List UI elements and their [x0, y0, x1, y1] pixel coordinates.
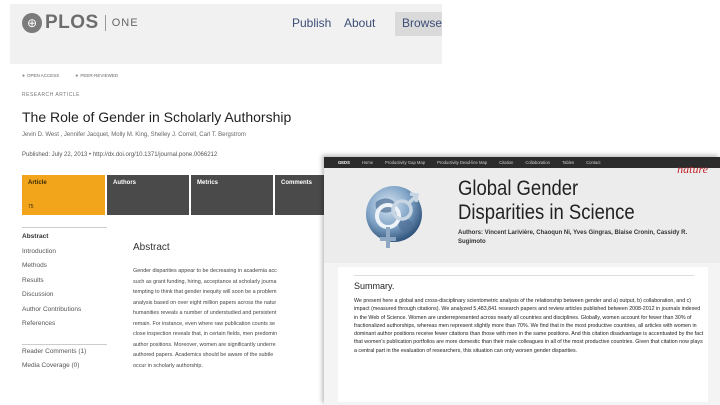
nature-authors: Authors: Vincent Larivière, Chaoqun Ni, Yves Gingras, Blaise Cronin, Cassidy R. Sugimoto — [458, 230, 688, 245]
article-published: Published: July 22, 2013 • http://dx.doi.org/10.1371/journal.pone.0066212 — [22, 152, 218, 158]
plos-logo-icon: ⊕ — [22, 13, 42, 33]
nature-nav-productivity-deadline[interactable]: Productivity Dead-line Map — [437, 160, 488, 165]
tab-authors[interactable] — [107, 175, 189, 215]
plos-logo-sub: ONE — [111, 17, 139, 29]
abstract-line: tempting to think that gender inequity will soon be a problem — [133, 289, 277, 295]
nav-browse[interactable]: Browse — [402, 16, 443, 30]
article-section-nav — [22, 230, 107, 374]
abstract-body — [133, 266, 333, 371]
abstract-line: Gender disparities appear to be decreasing in academia acc — [133, 268, 277, 274]
peer-reviewed-badge: ● PEER-REVIEWED — [75, 73, 118, 79]
abstract-line: analysis based on over eight million papers across the natur — [133, 299, 277, 306]
section-link-author-contributions[interactable]: Author Contributions — [22, 305, 82, 313]
nature-nav-productivity-gap[interactable]: Productivity Gap Map — [385, 160, 426, 165]
reader-comments-link[interactable]: Reader Comments (1) — [22, 344, 107, 360]
summary-divider — [354, 275, 694, 276]
abstract-line: such as grant funding, hiring, acceptance at scholarly journa — [133, 278, 277, 285]
plos-logo[interactable] — [22, 10, 139, 36]
tab-article-label: Article — [28, 180, 47, 186]
nature-title-line1: Global Gender — [458, 177, 579, 200]
section-link-abstract[interactable]: Abstract — [22, 233, 49, 240]
nature-nav-citation[interactable]: Citation — [499, 160, 514, 165]
section-link-methods[interactable]: Methods — [22, 262, 47, 269]
nav-about[interactable]: About — [344, 16, 376, 30]
nature-nav-home[interactable]: Home — [361, 160, 374, 165]
section-link-introduction[interactable]: Introduction — [22, 247, 56, 255]
nav-publish[interactable]: Publish — [292, 16, 332, 30]
abstract-heading: Abstract — [133, 242, 170, 253]
nature-title-line2: Disparities in Science — [458, 201, 635, 224]
logo-separator — [105, 15, 106, 31]
summary-heading: Summary. — [354, 281, 395, 291]
nature-title — [458, 177, 635, 225]
nature-nav-geds[interactable]: GEDS — [338, 160, 350, 165]
plos-logo-text: PLOS — [45, 12, 99, 33]
tab-authors-label: Authors — [113, 180, 136, 186]
nature-nav-contact[interactable]: Contact — [586, 160, 601, 165]
article-type: RESEARCH ARTICLE — [22, 92, 80, 98]
open-access-badge: ● OPEN ACCESS — [22, 73, 59, 79]
nature-nav-tables[interactable]: Tables — [562, 160, 575, 165]
abstract-line: humanities reveals a number of understudied and persistent — [133, 310, 277, 316]
nature-logo[interactable]: nature — [677, 162, 708, 176]
access-badges — [22, 73, 118, 79]
globe-gender-icon — [354, 180, 434, 258]
section-link-discussion[interactable]: Discussion — [22, 291, 54, 298]
tab-comments-label: Comments — [281, 180, 313, 186]
article-authors[interactable]: Jevin D. West , Jennifer Jacquet, Molly M. King, Shelley J. Correll, Carl T. Bergstrom — [22, 132, 246, 138]
abstract-line: remain. For instance, even where raw publication counts se — [133, 320, 276, 327]
media-coverage-link[interactable]: Media Coverage (0) — [22, 362, 80, 369]
left-nav-divider — [22, 227, 107, 228]
tab-metrics[interactable] — [191, 175, 273, 215]
tab-article[interactable] — [22, 175, 105, 215]
nature-nav-collaboration[interactable]: Collaboration — [525, 160, 551, 165]
section-link-references[interactable]: References — [22, 320, 56, 327]
abstract-line: author positions. Moreover, women are significantly underre — [133, 341, 276, 348]
section-link-results[interactable]: Results — [22, 276, 44, 284]
tab-metrics-label: Metrics — [197, 180, 219, 186]
abstract-line: authored papers. Academics should be aware of the subtle — [133, 352, 274, 358]
article-title: The Role of Gender in Scholarly Authorship — [22, 109, 292, 125]
abstract-line: occur in scholarly authorship. — [133, 362, 203, 369]
abstract-line: close inspection reveals that, in certain fields, men predomin — [133, 331, 278, 337]
nature-article-screenshot — [324, 157, 720, 405]
summary-text: We present here a global and cross-disciplinary scientometric analysis of the relationship between gender and a) output, b) collaboration, and c) impact (measured through citations). We analyzed 5,483,841 research papers and review articles published between 2008-2012 in journals indexed in the Web of Science. Women are underrepresented across nearly all countries and disciplines. Globally, women account for fewer than 30% of fractionalized authorships, whereas men represent slightly more than 70%. We find that in the most productive countries, all articles with women in dominant author positions receive fewer citations than those with men in the same positions. And this citation disadvantage is accentuated by the fact that women's publication portfolios are more domestic than their male colleagues in all of the most productive countries. Given that citation now plays a central part in the evaluation of researchers, this situation can only worsen gender disparities. — [354, 298, 704, 354]
tab-article-count: 75 — [28, 204, 34, 210]
nature-nav-bar — [324, 157, 720, 168]
